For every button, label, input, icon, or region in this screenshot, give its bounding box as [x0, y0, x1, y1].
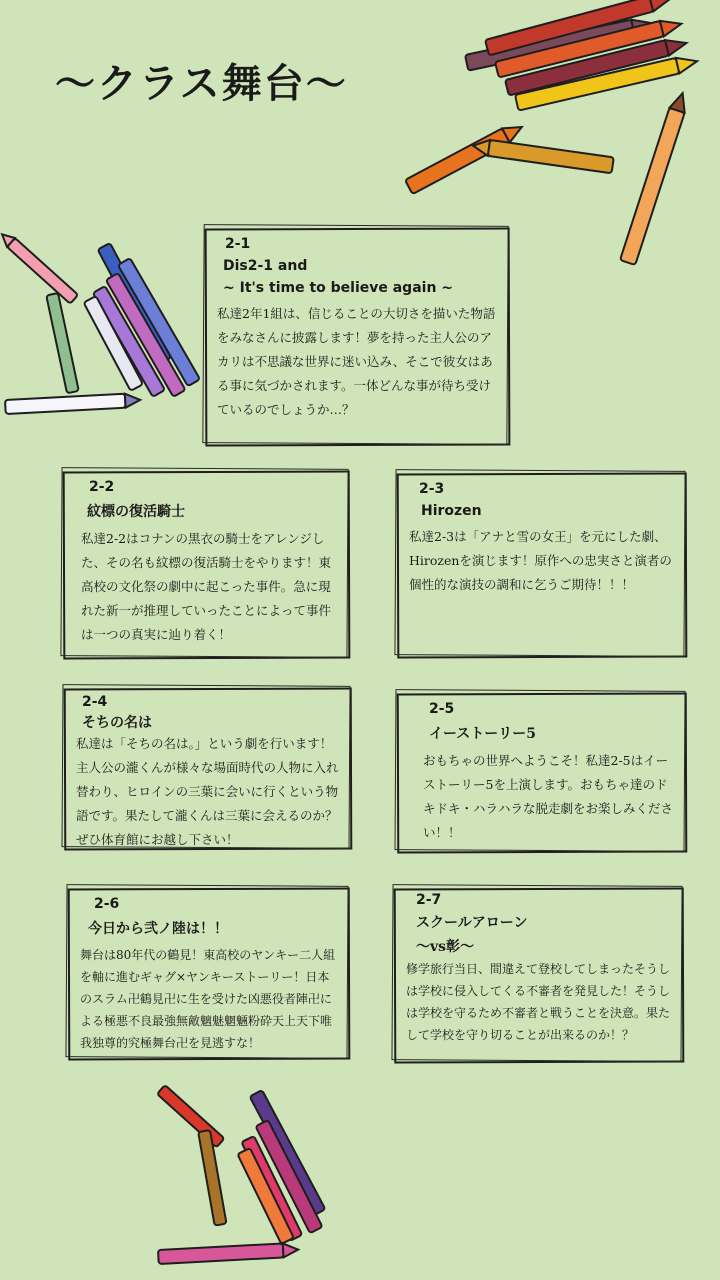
class-card-2-1	[205, 228, 510, 446]
class-description: 舞台は80年代の鶴見！東高校のヤンキー二人組を軸に進むギャグ×ヤンキーストーリー！日本のスラム卍鶴見卍に生を受けた凶悪役者陣卍による極悪不良最強無敵魑魅魍魎粉砕天上天下唯我独尊的究極舞台卍を見逃すな！	[80, 948, 336, 1050]
class-subtitle: ~ It's time to believe again ~	[223, 280, 454, 296]
class-number: 2-1	[225, 236, 251, 252]
class-description: 修学旅行当日、間違えて登校してしまったそうしは学校に侵入してくる不審者を発見した！そうしは学校を守るため不審者と戦うことを決意。果たして学校を守り切ることが出来るのか！？	[406, 962, 671, 1042]
crayons-left-image	[0, 228, 210, 428]
class-description: 私達は「そちの名は。」という劇を行います！主人公の瀧くんが様々な場面時代の人物に入れ替わり、ヒロインの三葉に会いに行くという物語です。果たして瀧くんは三葉に会えるのか？ぜひ体育館にお越し下さい！	[76, 736, 339, 847]
class-title: スクールアローン	[416, 915, 528, 931]
crayons-bottom-image	[150, 1080, 370, 1280]
class-description: おもちゃの世界へようこそ！私達2-5はイーストーリー5を上演します。おもちゃ達のドキドキ・ハラハラな脱走劇をお楽しみください！！	[423, 753, 674, 840]
class-number: 2-3	[419, 481, 445, 497]
class-title: 今日から弐ノ陸は！！	[88, 921, 228, 937]
class-number: 2-5	[429, 701, 455, 717]
class-card-2-4	[64, 688, 352, 850]
class-card-2-7	[394, 888, 684, 1063]
class-description: 私達2-2はコナンの黒衣の騎士をアレンジした、その名も紋標の復活騎士をやります！東高校の文化祭の劇中に起こった事件。急に現れた新一が推理していったことによって事件は一つの真実に辿り着く！	[81, 531, 332, 642]
class-card-2-2	[63, 471, 350, 659]
class-number: 2-7	[416, 892, 442, 908]
class-number: 2-2	[89, 479, 115, 495]
class-title: Dis2-1 and	[223, 258, 308, 274]
class-title: Hirozen	[421, 503, 482, 519]
class-card-2-6	[68, 888, 350, 1060]
class-card-2-3	[397, 473, 687, 658]
class-title: そちの名は	[82, 715, 152, 731]
class-subtitle: 〜vs彰〜	[416, 939, 475, 955]
class-description: 私達2年1組は、信じることの大切さを描いた物語をみなさんに披露します！夢を持った主人公のアカリは不思議な世界に迷い込み、そこで彼女はある事に気づかされます。一体どんな事が待ち受けているのでしょうか…？	[217, 306, 496, 417]
class-title: 紋標の復活騎士	[87, 504, 185, 520]
class-number: 2-6	[94, 896, 120, 912]
class-title: イーストーリー5	[429, 726, 537, 742]
class-card-2-5	[397, 693, 687, 853]
class-description: 私達2-3は「アナと雪の女王」を元にした劇、Hirozenを演じます！原作への忠実さと演者の個性的な演技の調和に乞うご期待！！！	[409, 529, 672, 592]
class-number: 2-4	[82, 694, 108, 710]
page-title: 〜クラス舞台〜	[55, 61, 348, 107]
